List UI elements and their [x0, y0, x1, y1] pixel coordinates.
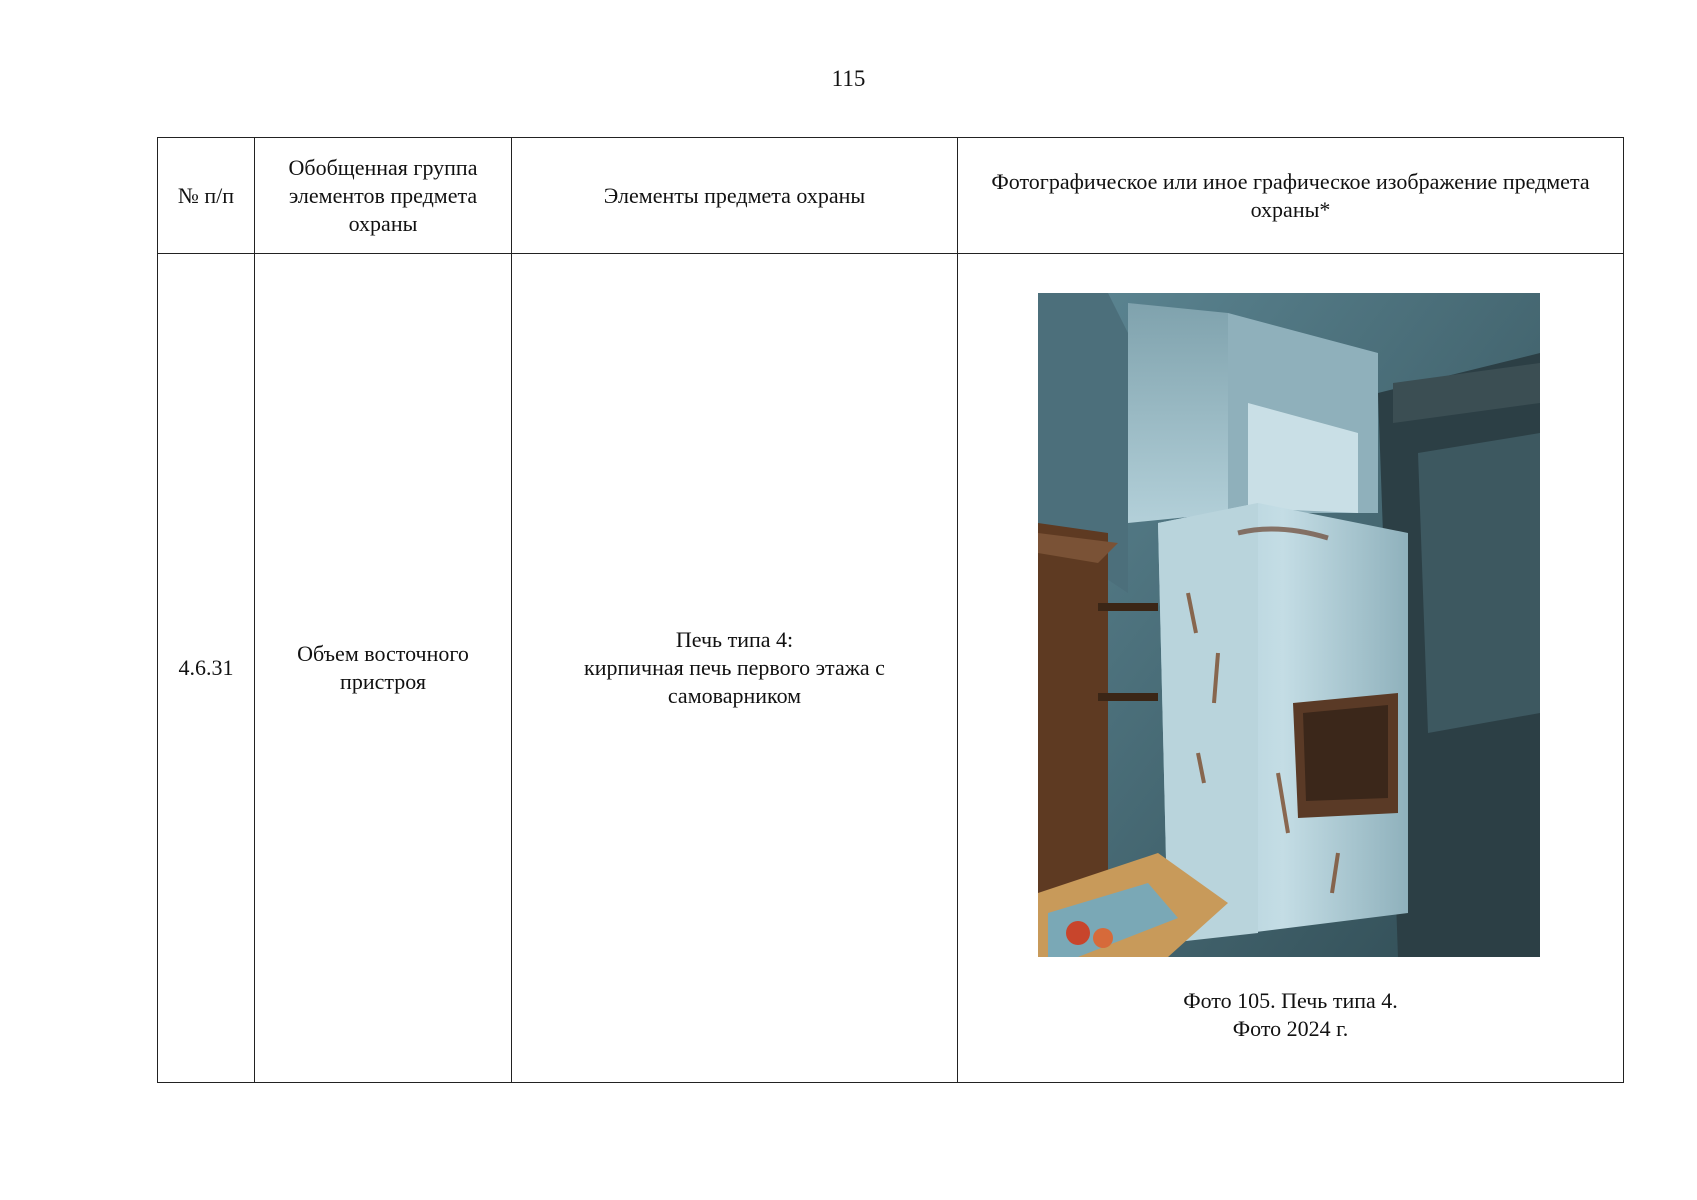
stove-photo [1038, 293, 1540, 957]
photo-caption-line-2: Фото 2024 г. [1232, 1016, 1349, 1041]
photo-caption [958, 987, 1623, 1043]
element-title: Печь типа 4: [675, 627, 794, 652]
cell-elements [512, 254, 958, 1083]
stove-photo-image [1038, 293, 1540, 957]
header-elements: Элементы предмета охраны [512, 138, 958, 254]
page-number: 115 [831, 66, 866, 91]
photo-caption-line-1: Фото 105. Печь типа 4. [1183, 988, 1398, 1013]
cell-num: 4.6.31 [158, 254, 255, 1083]
cell-group: Объем восточного пристроя [255, 254, 512, 1083]
header-image: Фотографическое или иное графическое изображение предмета охраны* [958, 138, 1624, 254]
header-group: Обобщенная группа элементов предмета охраны [255, 138, 512, 254]
table-header-row [158, 138, 1624, 254]
protection-table [157, 137, 1624, 1083]
element-description: кирпичная печь первого этажа с самоварником [584, 655, 885, 708]
table-row [158, 254, 1624, 1083]
header-num: № п/п [158, 138, 255, 254]
cell-photo [958, 254, 1624, 1083]
